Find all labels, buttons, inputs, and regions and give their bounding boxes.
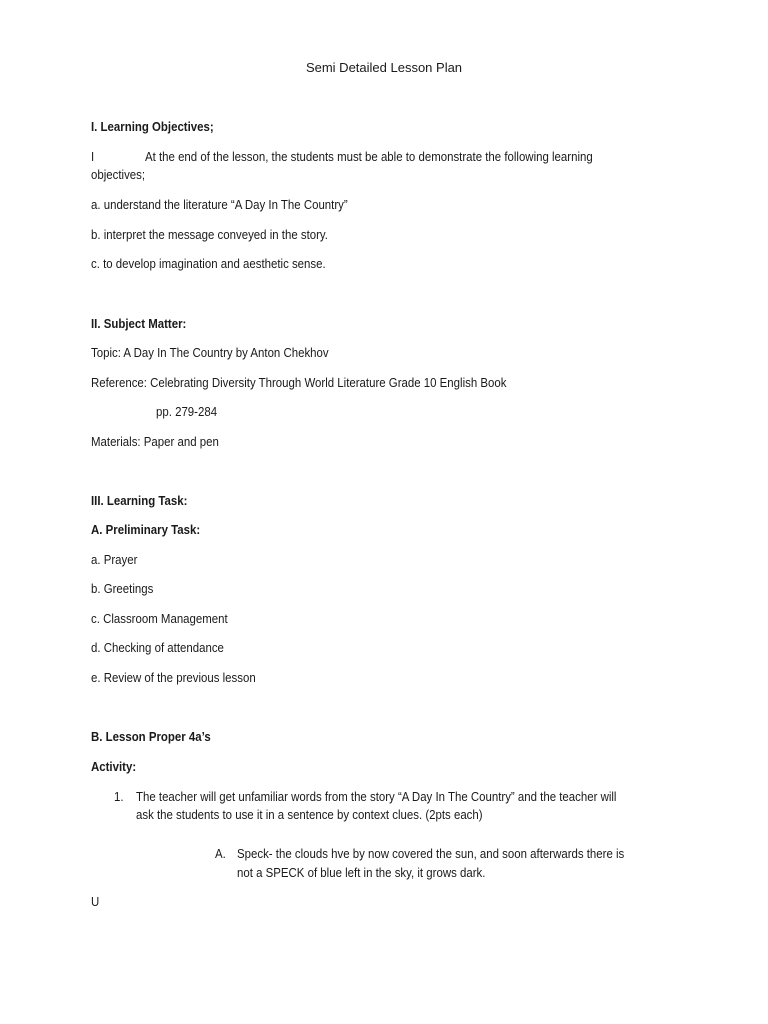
document-title: Semi Detailed Lesson Plan bbox=[305, 60, 463, 75]
objectives-heading: I. Learning Objectives; bbox=[91, 119, 214, 134]
trailing-character: U bbox=[91, 894, 100, 909]
sub-item-line2: not a SPECK of blue left in the sky, it grows dark. bbox=[237, 865, 486, 880]
preliminary-item: a. Prayer bbox=[91, 552, 138, 567]
sub-item-letter: A. bbox=[215, 846, 226, 861]
subject-topic: Topic: A Day In The Country by Anton Chekhov bbox=[91, 345, 329, 360]
learning-task-heading: III. Learning Task: bbox=[91, 493, 188, 508]
activity-item-number: 1. bbox=[114, 789, 124, 804]
objectives-intro-line1: At the end of the lesson, the students must be able to demonstrate the following learning bbox=[145, 149, 593, 164]
lesson-proper-heading: B. Lesson Proper 4a’s bbox=[91, 729, 211, 744]
objectives-intro-marker: I bbox=[91, 149, 95, 164]
preliminary-item: c. Classroom Management bbox=[91, 611, 228, 626]
subject-materials: Materials: Paper and pen bbox=[91, 434, 219, 449]
objective-item: c. to develop imagination and aesthetic sense. bbox=[91, 256, 326, 271]
subject-reference: Reference: Celebrating Diversity Through World Literature Grade 10 English Book bbox=[91, 375, 507, 390]
activity-item-line2: ask the students to use it in a sentence by context clues. (2pts each) bbox=[136, 807, 483, 822]
preliminary-task-heading: A. Preliminary Task: bbox=[91, 522, 201, 537]
subject-matter-heading: II. Subject Matter: bbox=[91, 316, 187, 331]
objectives-intro-line2: objectives; bbox=[91, 167, 146, 182]
preliminary-item: b. Greetings bbox=[91, 581, 154, 596]
objective-item: b. interpret the message conveyed in the story. bbox=[91, 227, 328, 242]
sub-item-line1: Speck- the clouds hve by now covered the sun, and soon afterwards there is bbox=[237, 846, 625, 861]
activity-item-line1: The teacher will get unfamiliar words from the story “A Day In The Country” and the teacher will bbox=[136, 789, 617, 804]
objective-item: a. understand the literature “A Day In The Country” bbox=[91, 197, 348, 212]
subject-pages: pp. 279-284 bbox=[156, 404, 218, 419]
preliminary-item: e. Review of the previous lesson bbox=[91, 670, 256, 685]
activity-heading: Activity: bbox=[91, 759, 137, 774]
preliminary-item: d. Checking of attendance bbox=[91, 640, 224, 655]
